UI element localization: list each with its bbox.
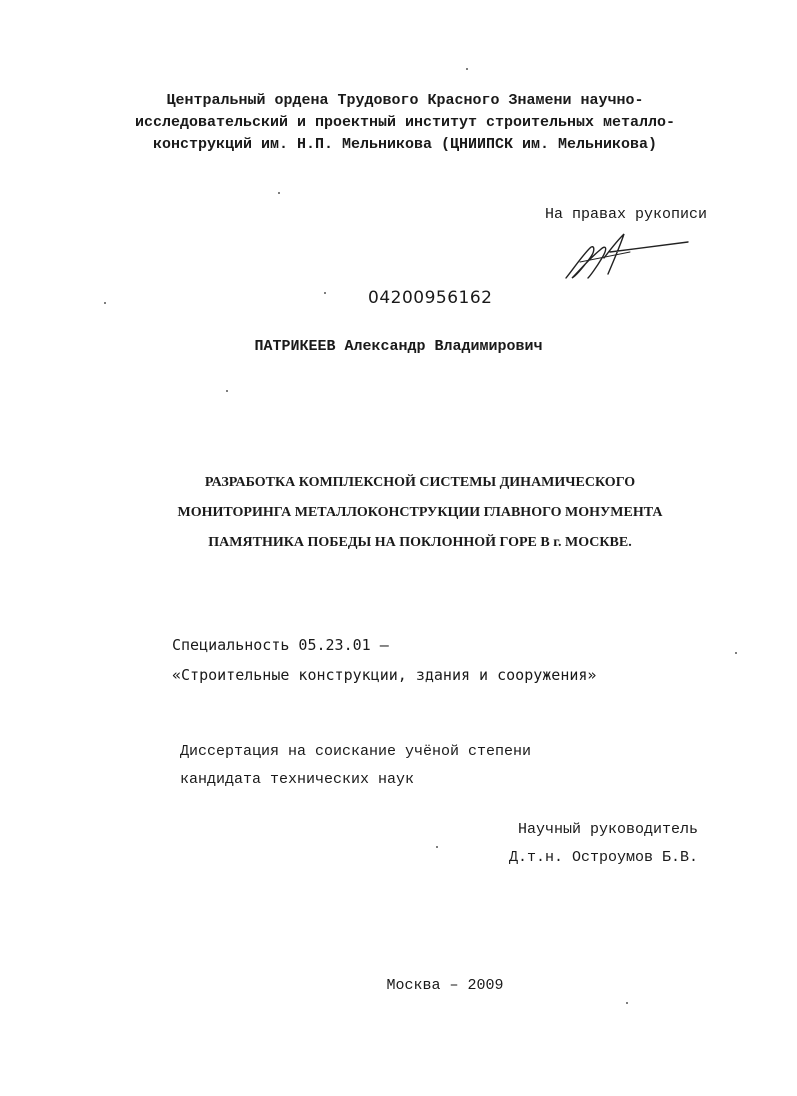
institute-line: конструкций им. Н.П. Мельникова (ЦНИИПСК им. Мельникова) [152, 136, 658, 153]
institute-line: Центральный ордена Трудового Красного Знамени научно- [166, 92, 644, 109]
title-line: МОНИТОРИНГА МЕТАЛЛОКОНСТРУКЦИИ ГЛАВНОГО МОНУМЕНТА [177, 505, 663, 520]
manuscript-note: На правах рукописи [545, 206, 708, 223]
supervisor-label: Научный руководитель [517, 821, 698, 838]
title-line: ПАМЯТНИКА ПОБЕДЫ НА ПОКЛОННОЙ ГОРЕ В г. МОСКВЕ. [208, 535, 632, 550]
scan-speck [626, 1002, 628, 1004]
institute-name [100, 90, 710, 156]
scan-speck [104, 302, 106, 304]
institute-line: исследовательский и проектный институт строительных металло- [134, 114, 676, 131]
title-line: РАЗРАБОТКА КОМПЛЕКСНОЙ СИСТЕМЫ ДИНАМИЧЕСКОГО [204, 475, 636, 490]
supervisor-name: Д.т.н. Остроумов Б.В. [508, 849, 698, 866]
city-year: Москва – 2009 [386, 977, 504, 994]
scan-speck [466, 68, 468, 70]
dissertation-title [150, 468, 690, 558]
scan-speck [735, 652, 737, 654]
degree-line: кандидата технических наук [180, 771, 415, 788]
scan-speck [226, 390, 228, 392]
dissertation-degree [180, 738, 531, 794]
scan-speck [278, 192, 280, 194]
author-name: ПАТРИКЕЕВ Александр Владимирович [254, 338, 543, 355]
degree-line: Диссертация на соискание учёной степени [180, 743, 532, 760]
scan-speck [324, 292, 326, 294]
supervisor-block [480, 816, 698, 872]
scan-speck [436, 846, 438, 848]
handwritten-signature [560, 228, 692, 284]
specialty-code: Специальность 05.23.01 – [172, 636, 389, 654]
specialty-block [172, 630, 596, 690]
serial-number: 04200956162 [368, 288, 493, 308]
specialty-name: «Строительные конструкции, здания и сооружения» [172, 666, 597, 684]
